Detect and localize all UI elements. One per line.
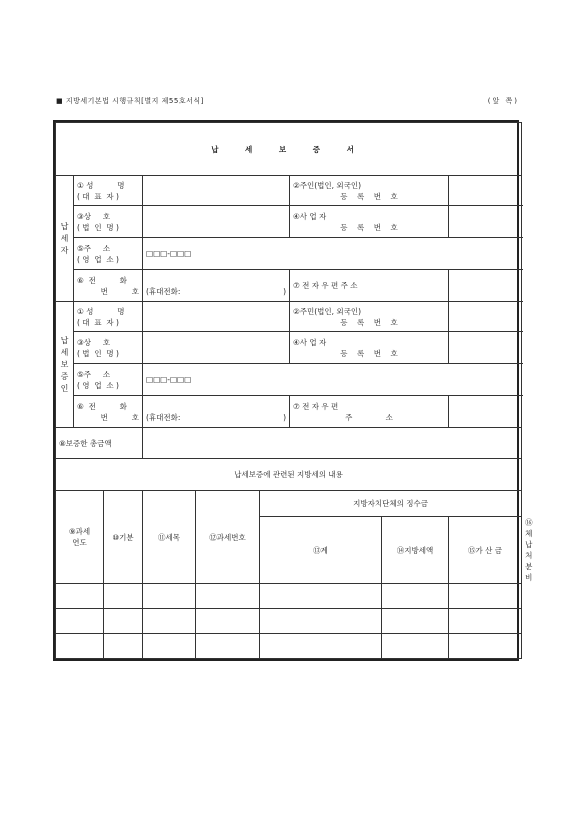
- cell-tax-number[interactable]: [196, 609, 260, 634]
- content-heading: 납세보증에 관련된 지방세의 내용: [56, 459, 522, 491]
- taxpayer-phone-field[interactable]: (휴대전화: ): [143, 270, 290, 302]
- form-table: 납 세 보 증 서 납 세 자 ① 성 명 ( 대 표 자 ) ②주인(법인, 외국인) 등 록 번 호 ③상 호 ( 법 인 명 ) ④사 업 자 등 록 번 호 ⑤주 소 ( 영 업 소 ) □□□-□□□ ⑥ 전 화 번 호 (휴대전화: ) ⑦ 전 자 우 편 주 소 납 세 보 증 인 ① 성 명 ( 대 표 자 ) ②주민(법인, 외국인) 등 록 번 호 ③상 호 ( 법 인 명 ) ④사 업 자 등 록 번 호 ⑤주 소 ( 영 업 소 ) □□□-□□□ ⑥ 전 화 번 호 (휴대전화: ) ⑦ 전 자 우 편 주 소 ⑧보증한 총금액 납세보증에 관련된 지방세의 내용 ⑨과세 연도 ⑩기분 ⑪세목 ⑫과세번호 지방자치단체의 징수금 ⑬계 ⑭지방세액 ⑮가 산 금 ⑯체납처분비: [55, 122, 522, 659]
- guarantor-biz-label: ④사 업 자 등 록 번 호: [290, 332, 449, 364]
- col-base: ⑩기분: [104, 491, 143, 584]
- taxpayer-email-label: ⑦ 전 자 우 편 주 소: [290, 270, 449, 302]
- cell-base[interactable]: [104, 634, 143, 659]
- cell-local-tax[interactable]: [382, 584, 449, 609]
- postal-code-boxes: □□□-□□□: [146, 375, 192, 384]
- guarantor-phone-field[interactable]: (휴대전화: ): [143, 396, 290, 428]
- tax-guarantee-form: [53, 120, 533, 661]
- taxpayer-address-field[interactable]: [143, 238, 522, 270]
- cell-tax-item[interactable]: [143, 584, 196, 609]
- taxpayer-address-label: ⑤주 소 ( 영 업 소 ): [74, 238, 143, 270]
- cell-penalty[interactable]: [449, 634, 522, 659]
- total-guarantee-field[interactable]: [143, 428, 522, 459]
- guarantor-email-label: ⑦ 전 자 우 편 주 소: [290, 396, 449, 428]
- taxpayer-trade-field[interactable]: [143, 206, 290, 238]
- cell-tax-year[interactable]: [56, 634, 104, 659]
- guarantor-address-label: ⑤주 소 ( 영 업 소 ): [74, 364, 143, 396]
- guarantor-address-field[interactable]: [143, 364, 522, 396]
- table-row: [56, 609, 522, 634]
- taxpayer-name-label: ① 성 명 ( 대 표 자 ): [74, 176, 143, 206]
- postal-code-boxes: □□□-□□□: [146, 249, 192, 258]
- cell-tax-number[interactable]: [196, 584, 260, 609]
- taxpayer-reg-field[interactable]: [449, 176, 522, 206]
- col-local-tax: ⑭지방세액: [382, 517, 449, 584]
- taxpayer-biz-field[interactable]: [449, 206, 522, 238]
- table-row: [56, 634, 522, 659]
- table-row: [56, 584, 522, 609]
- taxpayer-name-field[interactable]: [143, 176, 290, 206]
- cell-total[interactable]: [260, 609, 382, 634]
- guarantor-name-field[interactable]: [143, 302, 290, 332]
- cell-penalty[interactable]: [449, 584, 522, 609]
- cell-total[interactable]: [260, 584, 382, 609]
- col-local-gov-collection: 지방자치단체의 징수금: [260, 491, 522, 517]
- guarantor-trade-field[interactable]: [143, 332, 290, 364]
- form-title: 납 세 보 증 서: [56, 123, 522, 176]
- guarantor-trade-label: ③상 호 ( 법 인 명 ): [74, 332, 143, 364]
- guarantor-biz-field[interactable]: [449, 332, 522, 364]
- guarantor-name-label: ① 성 명 ( 대 표 자 ): [74, 302, 143, 332]
- cell-penalty[interactable]: [449, 609, 522, 634]
- guarantor-email-field[interactable]: [449, 396, 522, 428]
- taxpayer-section-label: 납 세 자: [56, 176, 74, 302]
- guarantor-reg-field[interactable]: [449, 302, 522, 332]
- cell-tax-number[interactable]: [196, 634, 260, 659]
- guarantor-phone-label: ⑥ 전 화 번 호: [74, 396, 143, 428]
- col-tax-year: ⑨과세 연도: [56, 491, 104, 584]
- taxpayer-trade-label: ③상 호 ( 법 인 명 ): [74, 206, 143, 238]
- taxpayer-phone-label: ⑥ 전 화 번 호: [74, 270, 143, 302]
- cell-tax-year[interactable]: [56, 584, 104, 609]
- total-guarantee-label: ⑧보증한 총금액: [56, 428, 143, 459]
- col-tax-number: ⑫과세번호: [196, 491, 260, 584]
- cell-base[interactable]: [104, 584, 143, 609]
- taxpayer-reg-label: ②주인(법인, 외국인) 등 록 번 호: [290, 176, 449, 206]
- cell-tax-item[interactable]: [143, 634, 196, 659]
- col-total: ⑬계: [260, 517, 382, 584]
- cell-local-tax[interactable]: [382, 634, 449, 659]
- guarantor-reg-label: ②주민(법인, 외국인) 등 록 번 호: [290, 302, 449, 332]
- col-tax-item: ⑪세목: [143, 491, 196, 584]
- taxpayer-email-field[interactable]: [449, 270, 522, 302]
- cell-local-tax[interactable]: [382, 609, 449, 634]
- cell-base[interactable]: [104, 609, 143, 634]
- cell-tax-year[interactable]: [56, 609, 104, 634]
- cell-total[interactable]: [260, 634, 382, 659]
- taxpayer-biz-label: ④사 업 자 등 록 번 호: [290, 206, 449, 238]
- col-penalty: ⑮가 산 금: [449, 517, 522, 584]
- form-reference: ■ 지방세기본법 시행규칙[별지 제55호서식]: [56, 97, 204, 105]
- page-side-label: (앞 쪽): [487, 97, 519, 105]
- guarantor-section-label: 납 세 보 증 인: [56, 302, 74, 428]
- cell-tax-item[interactable]: [143, 609, 196, 634]
